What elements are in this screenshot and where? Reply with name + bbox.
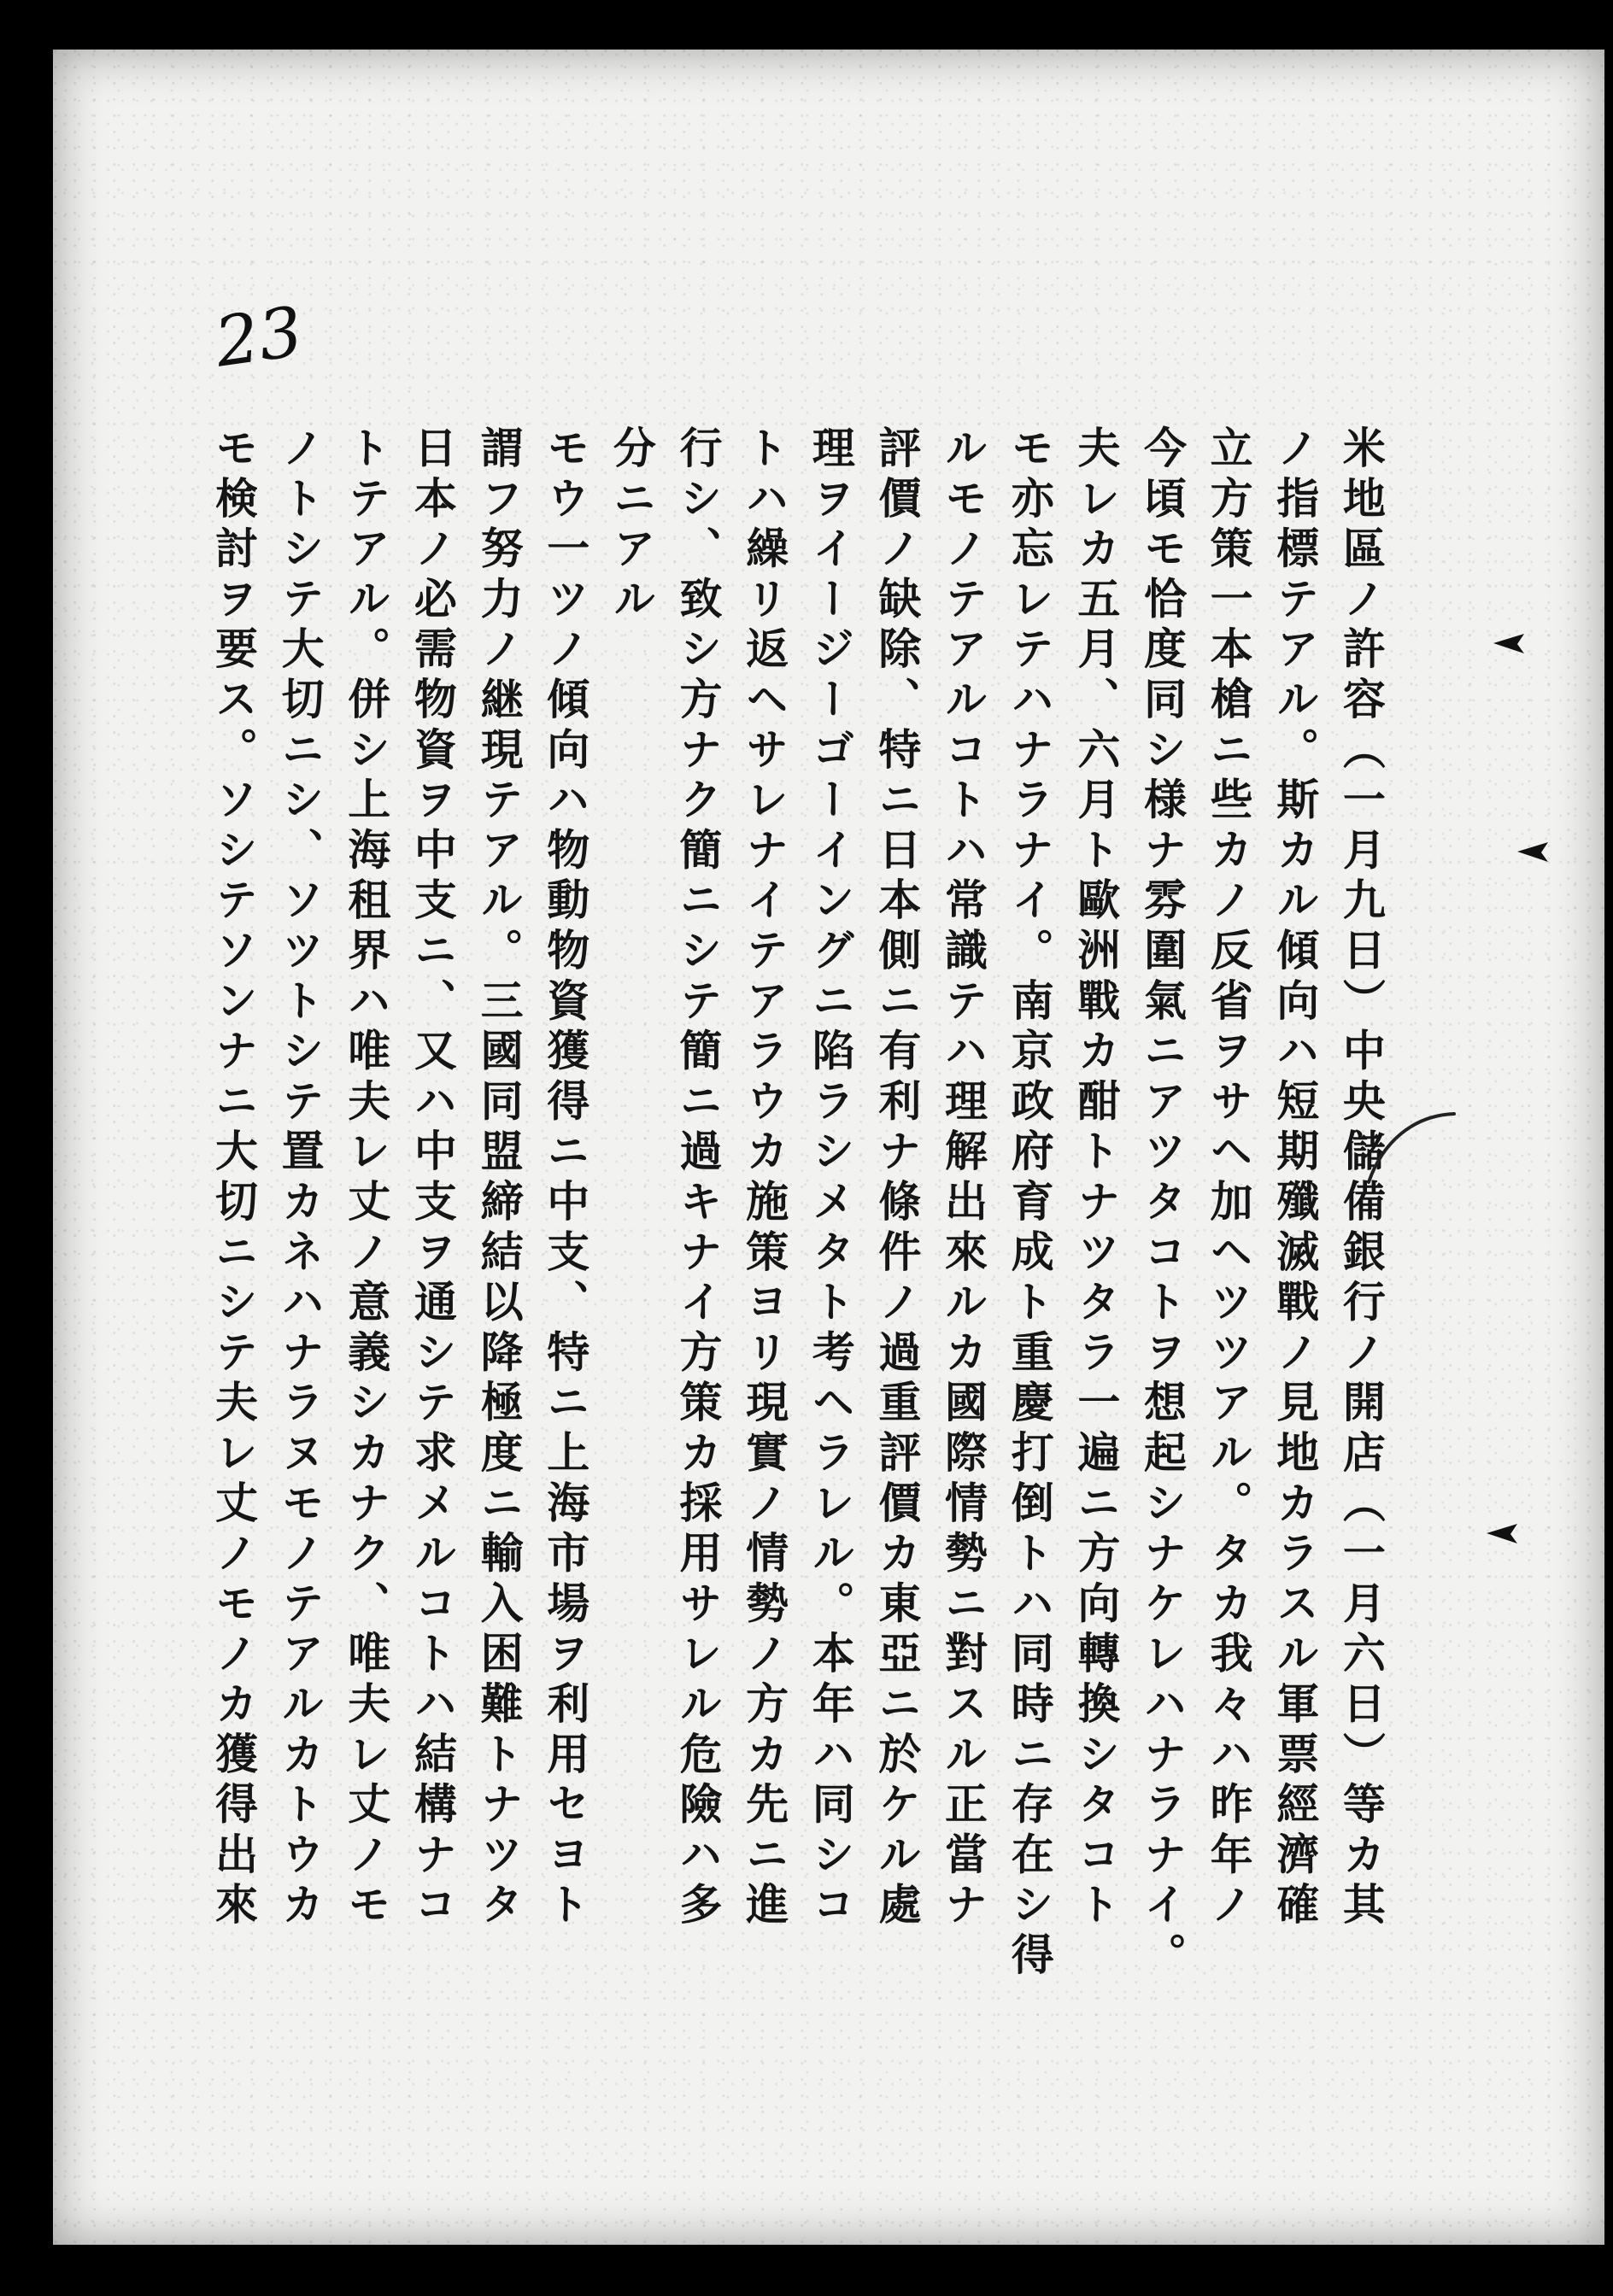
text-column: モ検討ヲ要ス。ソシテソンナニ大切ニシテ夫レ丈ノモノカ獲得出來 <box>208 425 258 1932</box>
text-column: ノトシテ大切ニシ、ソツトシテ置カネハナラヌモノテアルカトウカ <box>274 425 325 1932</box>
edge-smudge-icon <box>1516 839 1550 864</box>
text-column: 謂フ努力ノ継現テアル。三國同盟締結以降極度ニ輸入困難トナツタ <box>473 425 524 1932</box>
document-page <box>53 50 1604 2245</box>
text-column: 行シ、致シ方ナク簡ニシテ簡ニ過キナイ方策カ採用サレル危險ハ多 <box>672 425 723 1932</box>
text-column: ルモノテアルコトハ常識テハ理解出來ルカ國際情勢ニ對スル正當ナ <box>938 425 988 1932</box>
text-column: トテアル。併シ上海租界ハ唯夫レ丈ノ意義シカナク、唯夫レ丈ノモ <box>341 425 391 1932</box>
text-column: 理ヲイージーゴーイングニ陷ラシメタト考ヘラレル。本年ハ同シコ <box>805 425 855 1932</box>
text-column: 分ニアル <box>606 425 656 627</box>
edge-smudge-icon <box>1485 1520 1519 1546</box>
edge-smudge-icon <box>1492 630 1526 656</box>
vertical-text-block <box>208 425 1386 2082</box>
text-column: トハ繰リ返ヘサレナイテアラウカ施策ヨリ現實ノ情勢ノ方カ先ニ進 <box>739 425 789 1932</box>
text-column: ノ指標テアル。斯カル傾向ハ短期殲滅戰ノ見地カラスル軍票經濟確 <box>1270 425 1320 1932</box>
text-column: モウ一ツノ傾向ハ物動物資獲得ニ中支、特ニ上海市場ヲ利用セヨト <box>540 425 590 1932</box>
text-column: 評價ノ缺除、特ニ日本側ニ有利ナ條件ノ過重評價カ東亞ニ於ケル處 <box>871 425 922 1932</box>
text-column: 今頃モ恰度同シ様ナ雰圍氣ニアツタコトヲ想起シナケレハナラナイ。 <box>1136 425 1187 1983</box>
text-column: 立方策一本槍ニ些カノ反省ヲサヘ加ヘツツアル。タカ我々ハ昨年ノ <box>1203 425 1253 1932</box>
text-column: 米地區ノ許容（一月九日）中央儲備銀行ノ開店（一月六日）等カ其 <box>1335 425 1386 1932</box>
page-number: 23 <box>210 291 308 383</box>
pencil-mark-icon <box>1365 1109 1459 1186</box>
text-column: 夫レカ五月、六月ト歐洲戰カ酣トナツタラ一遍ニ方向轉換シタコト <box>1070 425 1121 1932</box>
text-column: モ亦忘レテハナラナイ。南京政府育成ト重慶打倒トハ同時ニ存在シ得 <box>1004 425 1054 1983</box>
text-column: 日本ノ必需物資ヲ中支ニ、又ハ中支ヲ通シテ求メルコトハ結構ナコ <box>407 425 457 1932</box>
